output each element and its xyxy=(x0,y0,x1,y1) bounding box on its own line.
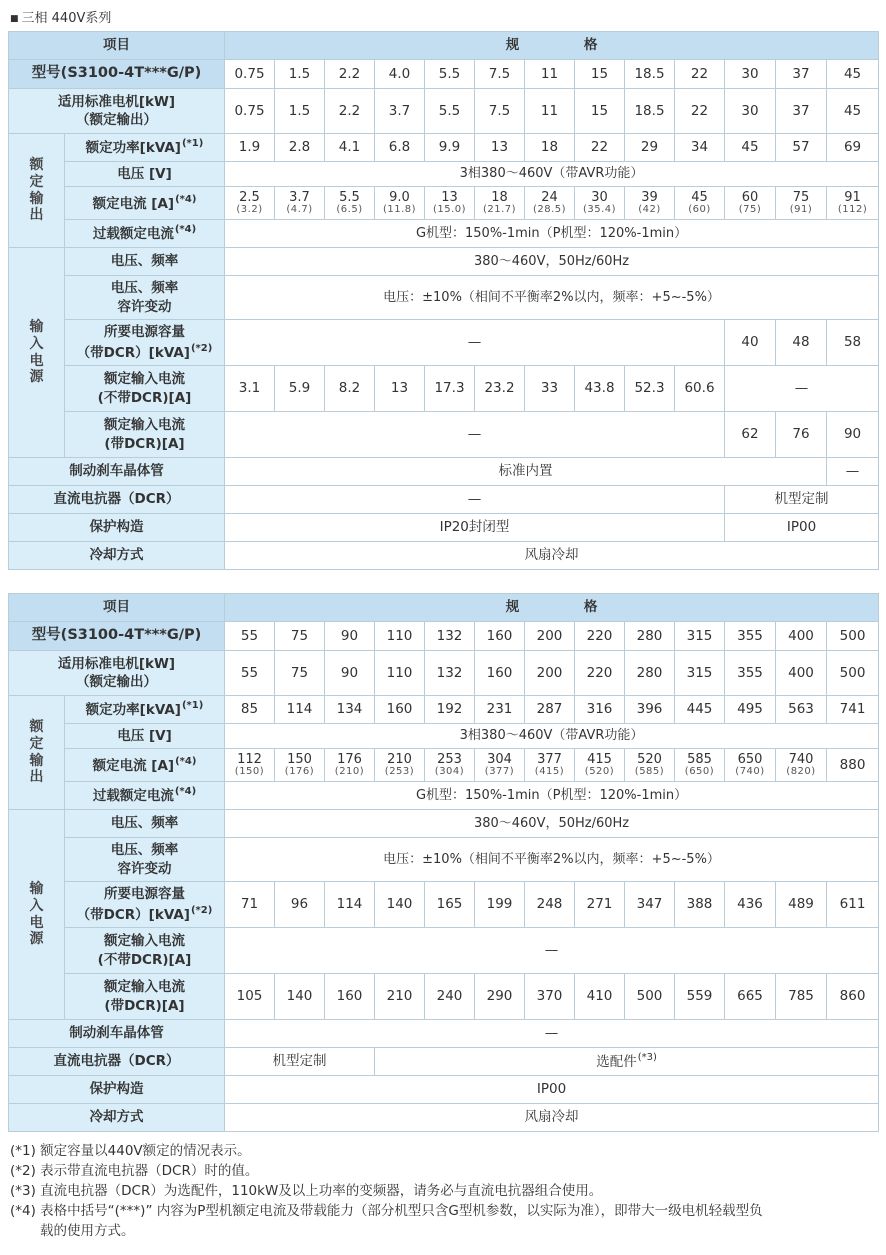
table-cell: 2.5 (3.2) xyxy=(225,187,275,220)
in-cur-dcr-row xyxy=(9,974,879,1020)
table-cell: 37 xyxy=(776,60,827,89)
footnote: (*2) 表示带直流电抗器（DCR）时的值。 xyxy=(10,1163,259,1179)
table-cell: 231 xyxy=(475,696,525,724)
table-cell: 69 xyxy=(827,134,879,162)
table-cell: 495 xyxy=(725,696,776,724)
table-cell: 标准内置 xyxy=(225,458,827,486)
table-cell: 18 xyxy=(525,134,575,162)
table-cell: 370 xyxy=(525,974,575,1020)
table-cell: 520 (585) xyxy=(625,749,675,782)
table-cell: 500 xyxy=(625,974,675,1020)
table-cell: 60.6 xyxy=(675,366,725,412)
table-cell: 75 xyxy=(275,622,325,651)
item-header: 项目 xyxy=(9,594,225,622)
table-cell: 200 xyxy=(525,622,575,651)
table-cell: 1.9 xyxy=(225,134,275,162)
table-cell: 7.5 xyxy=(475,60,525,89)
table-cell: 112 (150) xyxy=(225,749,275,782)
table-cell: 500 xyxy=(827,622,879,651)
motor-row xyxy=(9,651,879,696)
table-cell: 11 xyxy=(525,60,575,89)
overload-row xyxy=(9,220,879,248)
table-cell: 290 xyxy=(475,974,525,1020)
table-cell: 315 xyxy=(675,622,725,651)
in-voltage-row xyxy=(9,810,879,838)
spec-table-1 xyxy=(8,31,879,570)
table-cell: 43.8 xyxy=(575,366,625,412)
table-cell: 1.5 xyxy=(275,89,325,134)
table-cell: 17.3 xyxy=(425,366,475,412)
table-cell: 280 xyxy=(625,622,675,651)
in-tolerance-row xyxy=(9,276,879,320)
input-group-label: 输入电源 xyxy=(9,248,65,458)
table-cell: 0.75 xyxy=(225,89,275,134)
footnotes xyxy=(10,1141,880,1241)
table-cell: 132 xyxy=(425,651,475,696)
table-cell: 23.2 xyxy=(475,366,525,412)
table-cell: 410 xyxy=(575,974,625,1020)
table-cell: 39 (42) xyxy=(625,187,675,220)
in-cur-dcr-label: 额定输入电流 (带DCR)[A] xyxy=(65,412,225,458)
table-cell: 500 xyxy=(827,651,879,696)
out-voltage-value: 3相380～460V（带AVR功能） xyxy=(225,724,879,749)
output-group-label: 额定输出 xyxy=(9,134,65,248)
in-cur-dcr-row xyxy=(9,412,879,458)
table-cell: 57 xyxy=(776,134,827,162)
table-header-row xyxy=(9,32,879,60)
table-cell: 8.2 xyxy=(325,366,375,412)
spec-header: 规 格 xyxy=(225,594,879,622)
table-cell: 785 xyxy=(776,974,827,1020)
table-cell: 45 xyxy=(827,89,879,134)
table-cell: — xyxy=(827,458,879,486)
table-cell: 400 xyxy=(776,622,827,651)
table-cell: — xyxy=(225,928,879,974)
in-voltage-label: 电压、频率 xyxy=(65,248,225,276)
table-cell: 355 xyxy=(725,651,776,696)
table-cell: 240 xyxy=(425,974,475,1020)
table-cell: 110 xyxy=(375,622,425,651)
table-cell: 436 xyxy=(725,882,776,928)
table-cell: 75 (91) xyxy=(776,187,827,220)
table-cell: 2.8 xyxy=(275,134,325,162)
out-power-label: 额定功率[kVA]$^{(*1)}$ xyxy=(65,134,225,162)
table-cell: 34 xyxy=(675,134,725,162)
cooling-row xyxy=(9,542,879,570)
table-cell: 90 xyxy=(827,412,879,458)
table-cell: 13 (15.0) xyxy=(425,187,475,220)
table-cell: — xyxy=(725,366,879,412)
table-cell: 52.3 xyxy=(625,366,675,412)
table-cell: 132 xyxy=(425,622,475,651)
table-cell: 48 xyxy=(776,320,827,366)
in-tolerance-label: 电压、频率 容许变动 xyxy=(65,276,225,320)
table-cell: 347 xyxy=(625,882,675,928)
footnote: (*1) 额定容量以440V额定的情况表示。 xyxy=(10,1143,251,1159)
table-cell: 60 (75) xyxy=(725,187,776,220)
table-cell: 4.1 xyxy=(325,134,375,162)
table-cell: 7.5 xyxy=(475,89,525,134)
table-cell: 2.2 xyxy=(325,89,375,134)
table-cell: 45 xyxy=(827,60,879,89)
table-cell: 585 (650) xyxy=(675,749,725,782)
table-cell: 91 (112) xyxy=(827,187,879,220)
table-cell: 9.0 (11.8) xyxy=(375,187,425,220)
motor-row xyxy=(9,89,879,134)
in-tolerance-row xyxy=(9,838,879,882)
table-cell: 355 xyxy=(725,622,776,651)
table-cell: 45 xyxy=(725,134,776,162)
table-cell: 9.9 xyxy=(425,134,475,162)
in-voltage-row xyxy=(9,248,879,276)
out-current-label: 额定电流 $[A]^{(*4)}$ xyxy=(65,187,225,220)
in-cur-no-dcr-label: 额定输入电流 (不带DCR)[A] xyxy=(65,366,225,412)
item-header: 项目 xyxy=(9,32,225,60)
table-cell: 5.9 xyxy=(275,366,325,412)
table-cell: IP00 xyxy=(225,1076,879,1104)
out-current-row xyxy=(9,749,879,782)
model-row xyxy=(9,60,879,89)
table-cell: 140 xyxy=(375,882,425,928)
out-voltage-value: 3相380～460V（带AVR功能） xyxy=(225,162,879,187)
table-cell: 5.5 (6.5) xyxy=(325,187,375,220)
table-cell: 30 xyxy=(725,60,776,89)
table-cell: 62 xyxy=(725,412,776,458)
table-cell: — xyxy=(225,412,725,458)
in-capacity-label: 所要电源容量 （带DCR）[kVA]$^{(*2)}$ xyxy=(65,882,225,928)
table-cell: 377 (415) xyxy=(525,749,575,782)
in-capacity-row xyxy=(9,320,879,366)
table-cell: 15 xyxy=(575,89,625,134)
cooling-label: 冷却方式 xyxy=(9,542,225,570)
out-voltage-label: 电压 [V] xyxy=(65,162,225,187)
table-cell: 6.8 xyxy=(375,134,425,162)
in-cur-no-dcr-row xyxy=(9,928,879,974)
table-cell: 280 xyxy=(625,651,675,696)
table-cell: 75 xyxy=(275,651,325,696)
table-cell: 13 xyxy=(475,134,525,162)
table-cell: 287 xyxy=(525,696,575,724)
table-cell: 选配件$^{(*3)}$ xyxy=(375,1048,879,1076)
table-cell: 5.5 xyxy=(425,60,475,89)
table-cell: 11 xyxy=(525,89,575,134)
out-voltage-row xyxy=(9,162,879,187)
table-cell: 76 xyxy=(776,412,827,458)
table-cell: 315 xyxy=(675,651,725,696)
brake-label: 制动刹车晶体管 xyxy=(9,458,225,486)
table-cell: 13 xyxy=(375,366,425,412)
table-cell: 22 xyxy=(575,134,625,162)
model-row xyxy=(9,622,879,651)
table-cell: 396 xyxy=(625,696,675,724)
square-bullet-icon: ■ xyxy=(10,14,19,24)
table-cell: 5.5 xyxy=(425,89,475,134)
in-voltage-value: 380～460V，50Hz/60Hz xyxy=(225,248,879,276)
protection-label: 保护构造 xyxy=(9,1076,225,1104)
table-cell: IP20封闭型 xyxy=(225,514,725,542)
table-cell: 37 xyxy=(776,89,827,134)
table-cell: 559 xyxy=(675,974,725,1020)
footnote-continuation: 载的使用方式。 xyxy=(40,1223,135,1239)
table-cell: 741 xyxy=(827,696,879,724)
table-cell: 114 xyxy=(275,696,325,724)
brake-row xyxy=(9,458,879,486)
out-voltage-label: 电压 [V] xyxy=(65,724,225,749)
table-cell: 18.5 xyxy=(625,89,675,134)
table-cell: 611 xyxy=(827,882,879,928)
table-cell: 45 (60) xyxy=(675,187,725,220)
table-cell: 24 (28.5) xyxy=(525,187,575,220)
dcr-label: 直流电抗器（DCR） xyxy=(9,486,225,514)
out-power-row xyxy=(9,134,879,162)
table-cell: 18.5 xyxy=(625,60,675,89)
table-cell: 18 (21.7) xyxy=(475,187,525,220)
table-cell: — xyxy=(225,486,725,514)
table-cell: 860 xyxy=(827,974,879,1020)
overload-value: G机型：150%-1min（P机型：120%-1min） xyxy=(225,782,879,810)
table-cell: IP00 xyxy=(725,514,879,542)
table-cell: 150 (176) xyxy=(275,749,325,782)
table-cell: 220 xyxy=(575,651,625,696)
overload-label: 过载额定电流$^{(*4)}$ xyxy=(65,782,225,810)
table-cell: 665 xyxy=(725,974,776,1020)
table-cell: 200 xyxy=(525,651,575,696)
protection-row xyxy=(9,1076,879,1104)
output-group-label: 额定输出 xyxy=(9,696,65,810)
table-cell: 160 xyxy=(325,974,375,1020)
brake-label: 制动刹车晶体管 xyxy=(9,1020,225,1048)
table-header-row xyxy=(9,594,879,622)
in-capacity-row xyxy=(9,882,879,928)
table-cell: 96 xyxy=(275,882,325,928)
table-cell: 71 xyxy=(225,882,275,928)
table-cell: 253 (304) xyxy=(425,749,475,782)
out-power-row xyxy=(9,696,879,724)
table-cell: 0.75 xyxy=(225,60,275,89)
in-capacity-label: 所要电源容量 （带DCR）[kVA]$^{(*2)}$ xyxy=(65,320,225,366)
protection-label: 保护构造 xyxy=(9,514,225,542)
in-cur-no-dcr-row xyxy=(9,366,879,412)
footnote: (*4) 表格中括号“(***)” 内容为P型机额定电流及带载能力（部分机型只含G型机参数，以实际为准），即带大一级电机轻载型负 xyxy=(10,1203,763,1219)
out-power-label: 额定功率[kVA]$^{(*1)}$ xyxy=(65,696,225,724)
table-cell: 22 xyxy=(675,89,725,134)
table-cell: 90 xyxy=(325,651,375,696)
in-cur-dcr-label: 额定输入电流 (带DCR)[A] xyxy=(65,974,225,1020)
table-cell: 140 xyxy=(275,974,325,1020)
model-label: 型号(S3100-4T***G/P) xyxy=(9,622,225,651)
table-cell: 29 xyxy=(625,134,675,162)
table-cell: 304 (377) xyxy=(475,749,525,782)
table-cell: 160 xyxy=(475,651,525,696)
table-cell: 271 xyxy=(575,882,625,928)
table-cell: 388 xyxy=(675,882,725,928)
table-cell: 机型定制 xyxy=(225,1048,375,1076)
table-cell: 风扇冷却 xyxy=(225,1104,879,1132)
model-label: 型号(S3100-4T***G/P) xyxy=(9,60,225,89)
table-cell: 30 (35.4) xyxy=(575,187,625,220)
footnote: (*3) 直流电抗器（DCR）为选配件，110kW及以上功率的变频器，请务必与直流电抗器组合使用。 xyxy=(10,1183,603,1199)
spec-table-2 xyxy=(8,593,879,1132)
out-voltage-row xyxy=(9,724,879,749)
out-current-row xyxy=(9,187,879,220)
table-cell: — xyxy=(225,1020,879,1048)
overload-value: G机型：150%-1min（P机型：120%-1min） xyxy=(225,220,879,248)
table-cell: 85 xyxy=(225,696,275,724)
table-cell: 650 (740) xyxy=(725,749,776,782)
table-cell: 110 xyxy=(375,651,425,696)
table-cell: 489 xyxy=(776,882,827,928)
in-tolerance-value: 电压：±10%（相间不平衡率2%以内，频率：+5~-5%） xyxy=(225,838,879,882)
table-cell: 90 xyxy=(325,622,375,651)
motor-label: 适用标准电机[kW] （额定输出） xyxy=(9,651,225,696)
dcr-row xyxy=(9,486,879,514)
table-cell: 风扇冷却 xyxy=(225,542,879,570)
table-cell: 165 xyxy=(425,882,475,928)
overload-label: 过载额定电流$^{(*4)}$ xyxy=(65,220,225,248)
table-cell: 160 xyxy=(475,622,525,651)
table-cell: 55 xyxy=(225,622,275,651)
table-cell: 3.7 xyxy=(375,89,425,134)
in-voltage-value: 380～460V，50Hz/60Hz xyxy=(225,810,879,838)
table-cell: 33 xyxy=(525,366,575,412)
table-cell: 445 xyxy=(675,696,725,724)
section-title: ■ 三相 440V系列 xyxy=(10,11,112,26)
table-cell: 563 xyxy=(776,696,827,724)
overload-row xyxy=(9,782,879,810)
table-cell: 机型定制 xyxy=(725,486,879,514)
motor-label: 适用标准电机[kW] （额定输出） xyxy=(9,89,225,134)
table-cell: 176 (210) xyxy=(325,749,375,782)
table-cell: 55 xyxy=(225,651,275,696)
table-cell: 40 xyxy=(725,320,776,366)
table-cell: 15 xyxy=(575,60,625,89)
dcr-row xyxy=(9,1048,879,1076)
table-cell: 3.1 xyxy=(225,366,275,412)
table-cell: 1.5 xyxy=(275,60,325,89)
cooling-row xyxy=(9,1104,879,1132)
table-cell: 114 xyxy=(325,882,375,928)
cooling-label: 冷却方式 xyxy=(9,1104,225,1132)
table-cell: 248 xyxy=(525,882,575,928)
table-cell: 199 xyxy=(475,882,525,928)
table-cell: 192 xyxy=(425,696,475,724)
table-cell: 3.7 (4.7) xyxy=(275,187,325,220)
table-cell: 415 (520) xyxy=(575,749,625,782)
table-cell: 210 xyxy=(375,974,425,1020)
table-cell: 220 xyxy=(575,622,625,651)
input-group-label: 输入电源 xyxy=(9,810,65,1020)
table-cell: — xyxy=(225,320,725,366)
table-cell: 30 xyxy=(725,89,776,134)
spec-header: 规 格 xyxy=(225,32,879,60)
table-cell: 58 xyxy=(827,320,879,366)
table-cell: 105 xyxy=(225,974,275,1020)
table-cell: 400 xyxy=(776,651,827,696)
in-voltage-label: 电压、频率 xyxy=(65,810,225,838)
table-cell: 160 xyxy=(375,696,425,724)
dcr-label: 直流电抗器（DCR） xyxy=(9,1048,225,1076)
in-tolerance-label: 电压、频率 容许变动 xyxy=(65,838,225,882)
table-cell: 134 xyxy=(325,696,375,724)
in-cur-no-dcr-label: 额定输入电流 (不带DCR)[A] xyxy=(65,928,225,974)
table-cell: 2.2 xyxy=(325,60,375,89)
table-cell: 4.0 xyxy=(375,60,425,89)
table-cell: 22 xyxy=(675,60,725,89)
in-tolerance-value: 电压：±10%（相间不平衡率2%以内，频率：+5~-5%） xyxy=(225,276,879,320)
table-cell: 880 xyxy=(827,749,879,782)
out-current-label: 额定电流 $[A]^{(*4)}$ xyxy=(65,749,225,782)
table-cell: 316 xyxy=(575,696,625,724)
table-cell: 740 (820) xyxy=(776,749,827,782)
protection-row xyxy=(9,514,879,542)
brake-row xyxy=(9,1020,879,1048)
table-cell: 210 (253) xyxy=(375,749,425,782)
